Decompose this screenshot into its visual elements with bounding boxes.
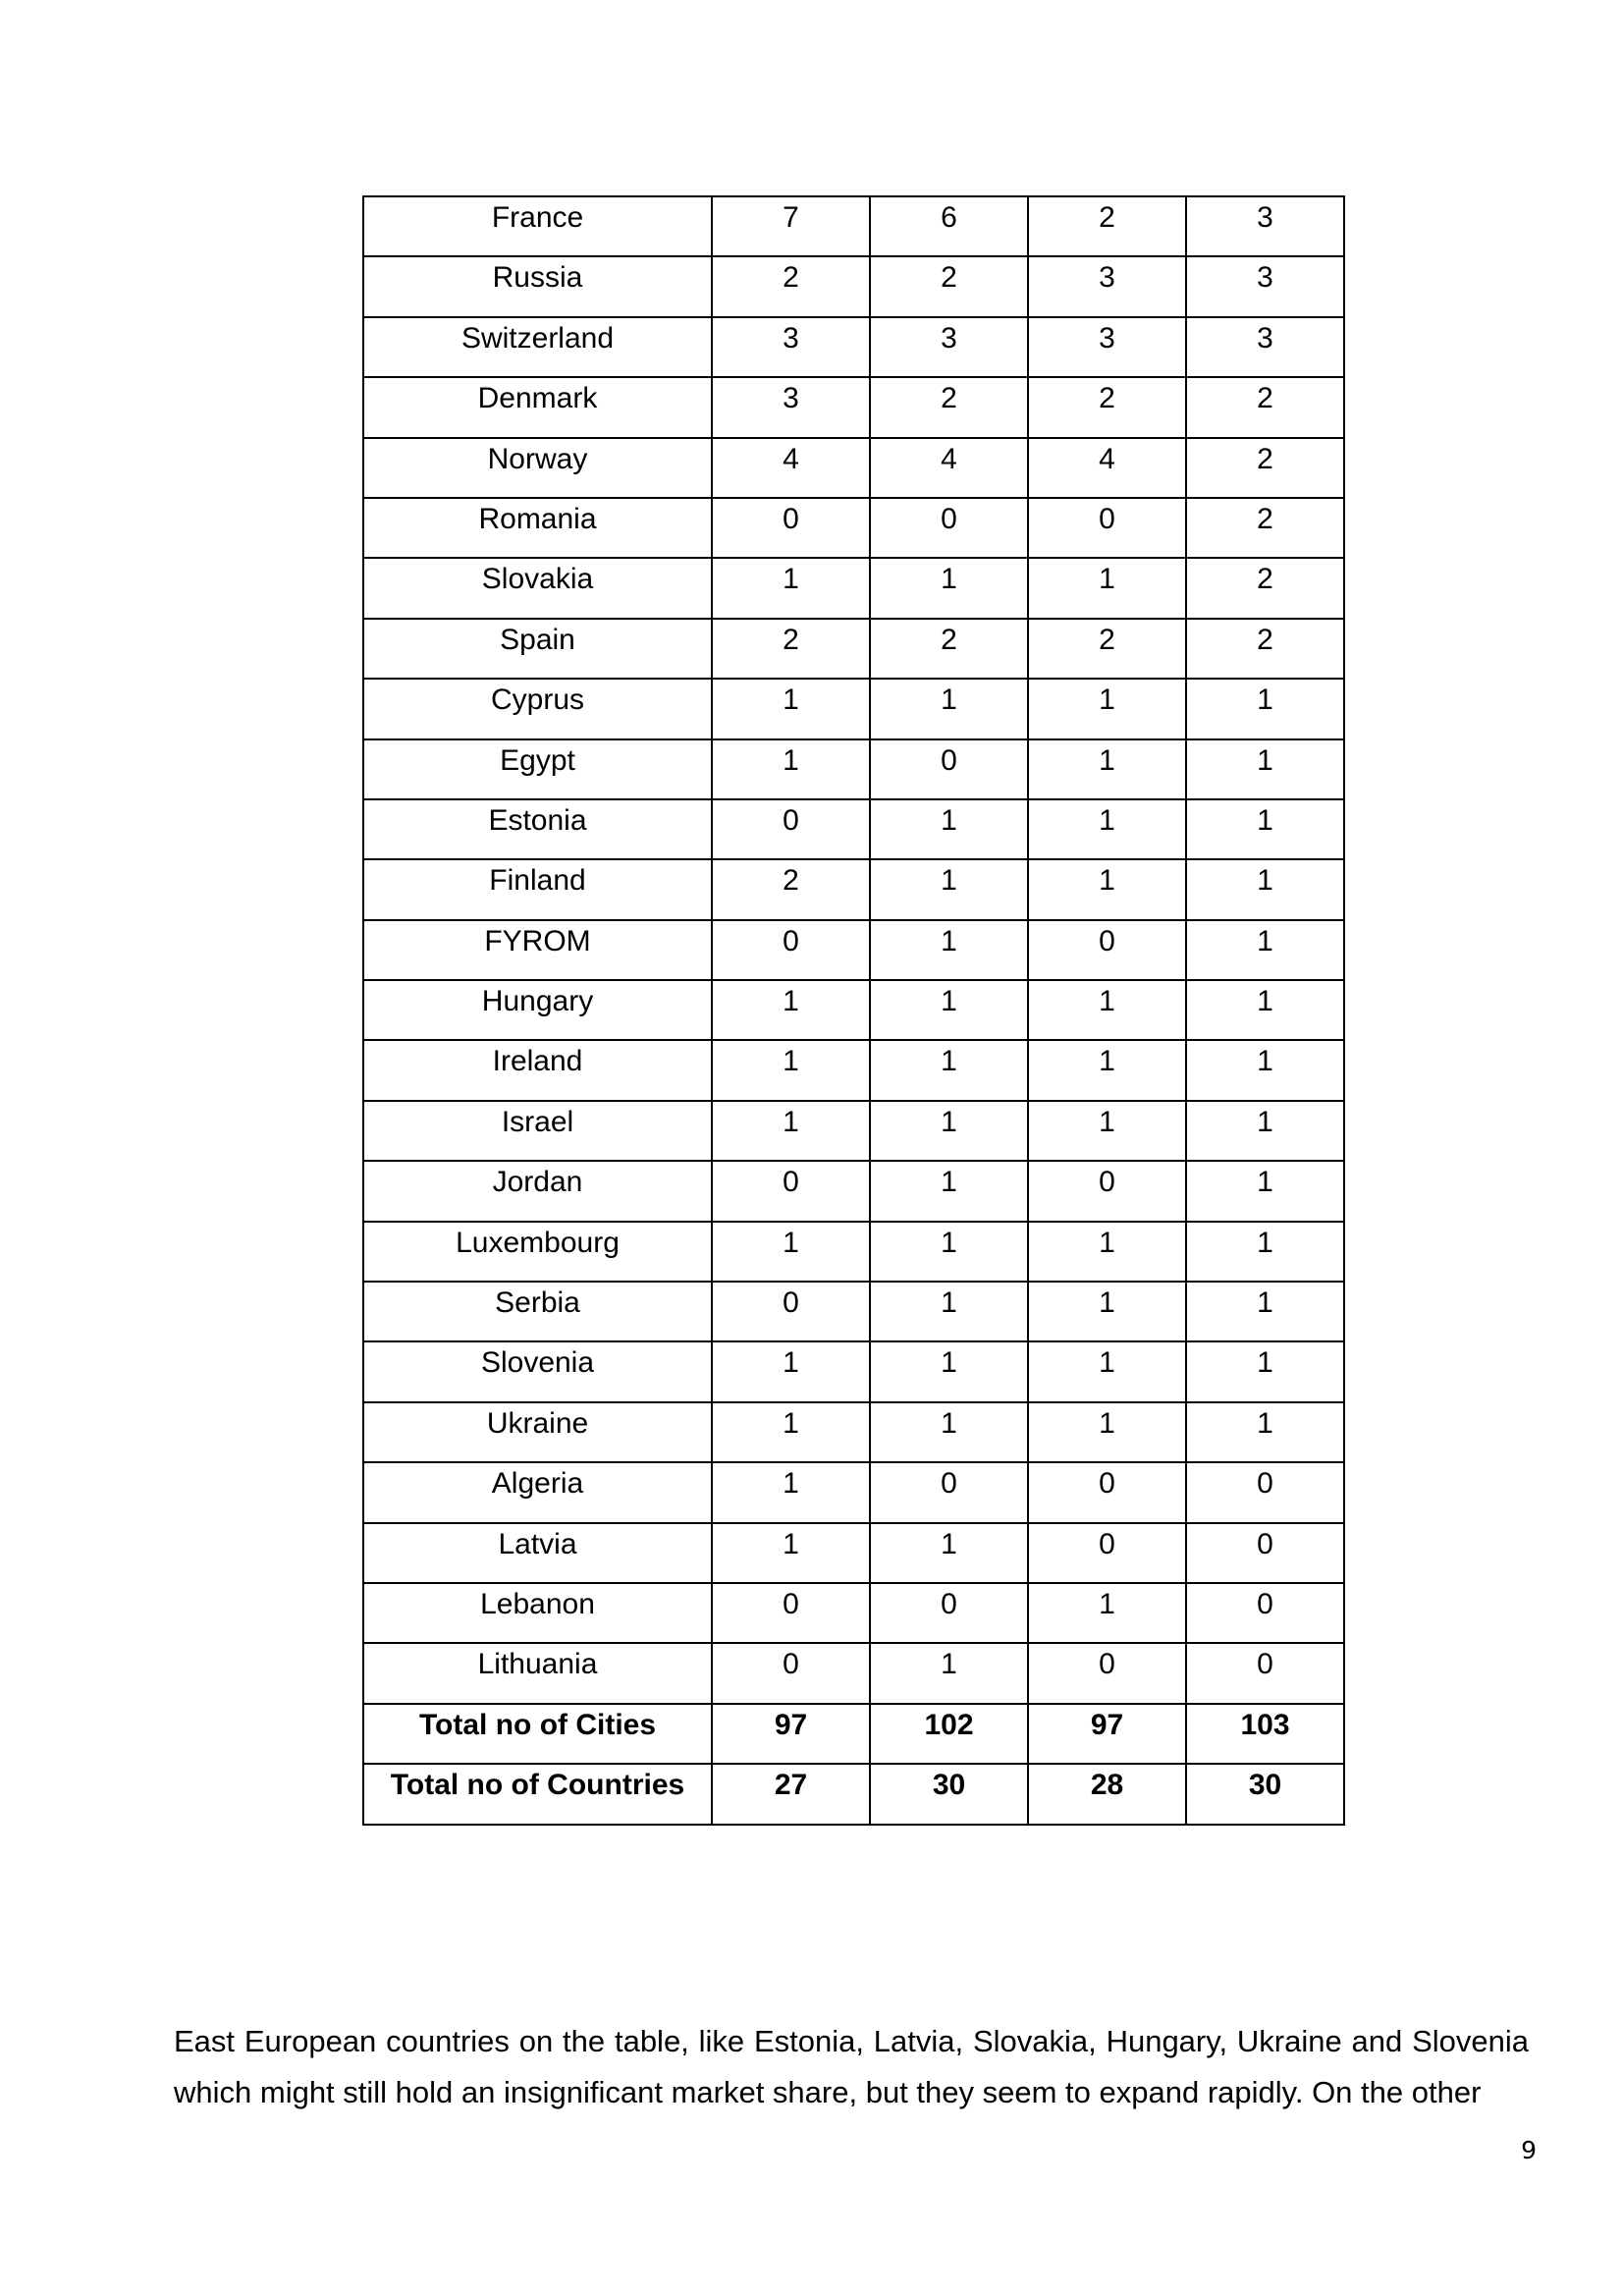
value-cell: 0 <box>1186 1643 1344 1703</box>
table-row <box>363 1643 1344 1703</box>
total-value-cell: 30 <box>1186 1764 1344 1824</box>
table-row <box>363 1341 1344 1401</box>
value-cell: 2 <box>1186 619 1344 679</box>
value-cell: 3 <box>870 317 1028 377</box>
value-cell: 1 <box>712 739 870 799</box>
table-row <box>363 1402 1344 1462</box>
table-row <box>363 558 1344 618</box>
page-number: 9 <box>1521 2136 1537 2164</box>
table-row <box>363 1040 1344 1100</box>
value-cell: 2 <box>870 377 1028 437</box>
value-cell: 1 <box>870 920 1028 980</box>
value-cell: 1 <box>1028 1282 1186 1341</box>
value-cell: 1 <box>712 679 870 738</box>
value-cell: 1 <box>1186 1222 1344 1282</box>
value-cell: 0 <box>712 799 870 859</box>
country-cell: Denmark <box>363 377 712 437</box>
value-cell: 1 <box>712 1341 870 1401</box>
value-cell: 0 <box>712 920 870 980</box>
value-cell: 1 <box>1028 1583 1186 1643</box>
country-cell: France <box>363 196 712 256</box>
value-cell: 3 <box>1028 317 1186 377</box>
value-cell: 1 <box>1028 1341 1186 1401</box>
value-cell: 2 <box>870 256 1028 316</box>
value-cell: 1 <box>1186 1101 1344 1161</box>
value-cell: 3 <box>1028 256 1186 316</box>
value-cell: 1 <box>712 980 870 1040</box>
country-cell: Egypt <box>363 739 712 799</box>
table-row <box>363 1462 1344 1522</box>
country-cell: Israel <box>363 1101 712 1161</box>
value-cell: 2 <box>870 619 1028 679</box>
value-cell: 1 <box>1028 980 1186 1040</box>
total-value-cell: 27 <box>712 1764 870 1824</box>
total-label-cell: Total no of Countries <box>363 1764 712 1824</box>
total-value-cell: 97 <box>712 1704 870 1764</box>
value-cell: 1 <box>1186 1402 1344 1462</box>
value-cell: 1 <box>1028 1101 1186 1161</box>
value-cell: 0 <box>870 1583 1028 1643</box>
country-cell: Lithuania <box>363 1643 712 1703</box>
table-row <box>363 1161 1344 1221</box>
value-cell: 0 <box>1028 1523 1186 1583</box>
table-row <box>363 920 1344 980</box>
country-cell: Cyprus <box>363 679 712 738</box>
value-cell: 2 <box>1028 196 1186 256</box>
country-cell: Ireland <box>363 1040 712 1100</box>
value-cell: 2 <box>1028 377 1186 437</box>
value-cell: 1 <box>870 1040 1028 1100</box>
table-row <box>363 1101 1344 1161</box>
value-cell: 1 <box>712 1462 870 1522</box>
table-row <box>363 619 1344 679</box>
table-row <box>363 1523 1344 1583</box>
country-cell: Romania <box>363 498 712 558</box>
value-cell: 1 <box>1186 1040 1344 1100</box>
value-cell: 1 <box>1028 679 1186 738</box>
table-row <box>363 679 1344 738</box>
table-row <box>363 438 1344 498</box>
value-cell: 0 <box>1186 1523 1344 1583</box>
total-value-cell: 102 <box>870 1704 1028 1764</box>
value-cell: 1 <box>712 1101 870 1161</box>
value-cell: 1 <box>712 1402 870 1462</box>
value-cell: 1 <box>870 1282 1028 1341</box>
value-cell: 1 <box>1186 739 1344 799</box>
value-cell: 1 <box>870 1161 1028 1221</box>
table-row <box>363 1222 1344 1282</box>
country-cell: Spain <box>363 619 712 679</box>
value-cell: 1 <box>1186 679 1344 738</box>
country-cell: Slovenia <box>363 1341 712 1401</box>
value-cell: 1 <box>1186 980 1344 1040</box>
country-cell: Hungary <box>363 980 712 1040</box>
value-cell: 1 <box>1028 739 1186 799</box>
country-cell: Norway <box>363 438 712 498</box>
table-row <box>363 196 1344 256</box>
value-cell: 3 <box>1186 256 1344 316</box>
value-cell: 0 <box>1028 1161 1186 1221</box>
value-cell: 2 <box>712 859 870 919</box>
value-cell: 2 <box>1028 619 1186 679</box>
value-cell: 0 <box>870 739 1028 799</box>
value-cell: 1 <box>1028 1222 1186 1282</box>
country-cell: Estonia <box>363 799 712 859</box>
value-cell: 2 <box>712 256 870 316</box>
table-row <box>363 1282 1344 1341</box>
value-cell: 1 <box>870 859 1028 919</box>
value-cell: 3 <box>1186 196 1344 256</box>
value-cell: 1 <box>712 1523 870 1583</box>
value-cell: 4 <box>1028 438 1186 498</box>
table-row <box>363 317 1344 377</box>
value-cell: 1 <box>1028 1040 1186 1100</box>
value-cell: 0 <box>712 1643 870 1703</box>
value-cell: 3 <box>712 317 870 377</box>
value-cell: 3 <box>712 377 870 437</box>
value-cell: 0 <box>1028 920 1186 980</box>
value-cell: 2 <box>1186 498 1344 558</box>
value-cell: 1 <box>1186 1282 1344 1341</box>
country-cell: FYROM <box>363 920 712 980</box>
table-row <box>363 980 1344 1040</box>
value-cell: 2 <box>1186 377 1344 437</box>
value-cell: 7 <box>712 196 870 256</box>
value-cell: 1 <box>712 1222 870 1282</box>
value-cell: 0 <box>712 498 870 558</box>
country-cell: Latvia <box>363 1523 712 1583</box>
value-cell: 2 <box>712 619 870 679</box>
value-cell: 1 <box>1186 1341 1344 1401</box>
total-row <box>363 1764 1344 1824</box>
value-cell: 1 <box>1028 799 1186 859</box>
value-cell: 1 <box>870 1523 1028 1583</box>
table-row <box>363 859 1344 919</box>
country-cell: Jordan <box>363 1161 712 1221</box>
body-paragraph: East European countries on the table, like Estonia, Latvia, Slovakia, Hungary, Ukraine and Slovenia which might still hold an insignificant market share, but they seem to expand rapidly. On the other <box>174 2024 1529 2109</box>
value-cell: 4 <box>712 438 870 498</box>
value-cell: 0 <box>1028 1462 1186 1522</box>
country-city-table <box>362 195 1345 1826</box>
table-row <box>363 739 1344 799</box>
country-cell: Finland <box>363 859 712 919</box>
value-cell: 0 <box>870 498 1028 558</box>
value-cell: 2 <box>1186 438 1344 498</box>
value-cell: 1 <box>1186 1161 1344 1221</box>
country-cell: Switzerland <box>363 317 712 377</box>
value-cell: 1 <box>1028 1402 1186 1462</box>
value-cell: 1 <box>870 980 1028 1040</box>
value-cell: 1 <box>1186 859 1344 919</box>
value-cell: 1 <box>1028 859 1186 919</box>
total-value-cell: 103 <box>1186 1704 1344 1764</box>
value-cell: 0 <box>1028 498 1186 558</box>
value-cell: 0 <box>712 1161 870 1221</box>
country-cell: Lebanon <box>363 1583 712 1643</box>
total-value-cell: 97 <box>1028 1704 1186 1764</box>
value-cell: 1 <box>1186 920 1344 980</box>
country-cell: Ukraine <box>363 1402 712 1462</box>
value-cell: 0 <box>1186 1583 1344 1643</box>
value-cell: 0 <box>712 1282 870 1341</box>
value-cell: 0 <box>1028 1643 1186 1703</box>
value-cell: 1 <box>870 1643 1028 1703</box>
value-cell: 1 <box>870 1341 1028 1401</box>
value-cell: 3 <box>1186 317 1344 377</box>
total-value-cell: 28 <box>1028 1764 1186 1824</box>
total-value-cell: 30 <box>870 1764 1028 1824</box>
table-row <box>363 1583 1344 1643</box>
value-cell: 1 <box>1186 799 1344 859</box>
total-label-cell: Total no of Cities <box>363 1704 712 1764</box>
value-cell: 1 <box>712 1040 870 1100</box>
value-cell: 0 <box>870 1462 1028 1522</box>
value-cell: 1 <box>870 558 1028 618</box>
value-cell: 0 <box>712 1583 870 1643</box>
country-cell: Serbia <box>363 1282 712 1341</box>
value-cell: 6 <box>870 196 1028 256</box>
country-cell: Russia <box>363 256 712 316</box>
table-row <box>363 256 1344 316</box>
value-cell: 1 <box>870 799 1028 859</box>
value-cell: 1 <box>1028 558 1186 618</box>
table-body <box>363 196 1344 1825</box>
value-cell: 1 <box>870 679 1028 738</box>
country-cell: Algeria <box>363 1462 712 1522</box>
value-cell: 1 <box>870 1402 1028 1462</box>
table-row <box>363 377 1344 437</box>
value-cell: 0 <box>1186 1462 1344 1522</box>
table-row <box>363 799 1344 859</box>
value-cell: 4 <box>870 438 1028 498</box>
total-row <box>363 1704 1344 1764</box>
value-cell: 2 <box>1186 558 1344 618</box>
value-cell: 1 <box>870 1222 1028 1282</box>
value-cell: 1 <box>712 558 870 618</box>
table-row <box>363 498 1344 558</box>
country-cell: Luxembourg <box>363 1222 712 1282</box>
value-cell: 1 <box>870 1101 1028 1161</box>
country-cell: Slovakia <box>363 558 712 618</box>
